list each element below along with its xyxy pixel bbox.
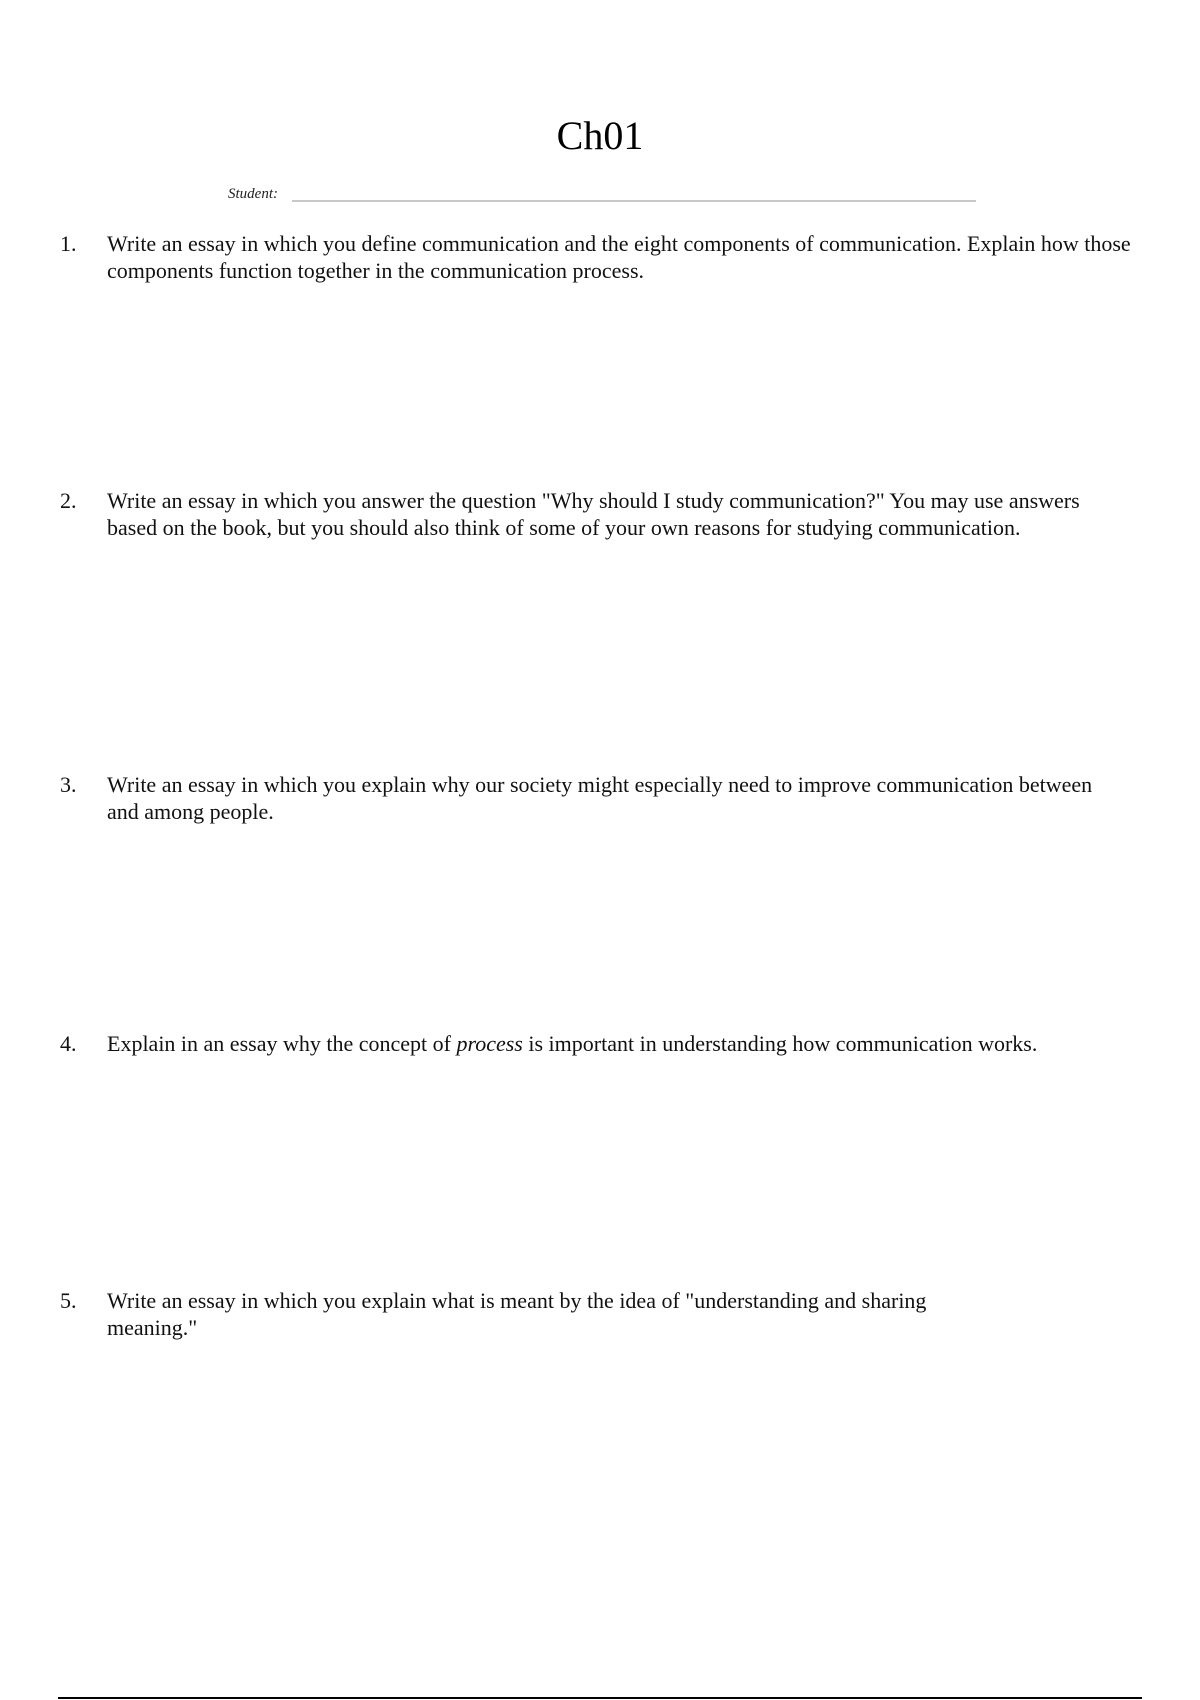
student-label: Student: <box>228 186 278 202</box>
question-text-end: is important in understanding how communication works. <box>522 1031 1038 1056</box>
question-number: 1. <box>60 231 77 256</box>
question-number: 3. <box>60 772 77 797</box>
question-text-emphasis: process <box>456 1031 523 1056</box>
question-text: Write an essay in which you explain why our society might especially need to improve communication between and among people. <box>107 772 1093 824</box>
page-title: Ch01 <box>556 113 644 158</box>
question-text: Write an essay in which you explain what is meant by the idea of "understanding and sharing meaning." <box>107 1288 927 1340</box>
question-number: 5. <box>60 1288 77 1313</box>
question-text-start: Explain in an essay why the concept of <box>107 1031 457 1056</box>
question-number: 4. <box>60 1031 77 1056</box>
question-text: Write an essay in which you define communication and the eight components of communication. Explain how those components function together in the communication process. <box>107 231 1131 283</box>
student-name-line <box>292 200 976 202</box>
question-text: Write an essay in which you answer the question "Why should I study communication?" You may use answers based on the book, but you should also think of some of your own reasons for studying communication. <box>107 488 1080 540</box>
footer-divider <box>58 1697 1142 1699</box>
student-field <box>228 184 976 208</box>
question-text <box>107 1030 1040 1057</box>
question-number: 2. <box>60 488 77 513</box>
